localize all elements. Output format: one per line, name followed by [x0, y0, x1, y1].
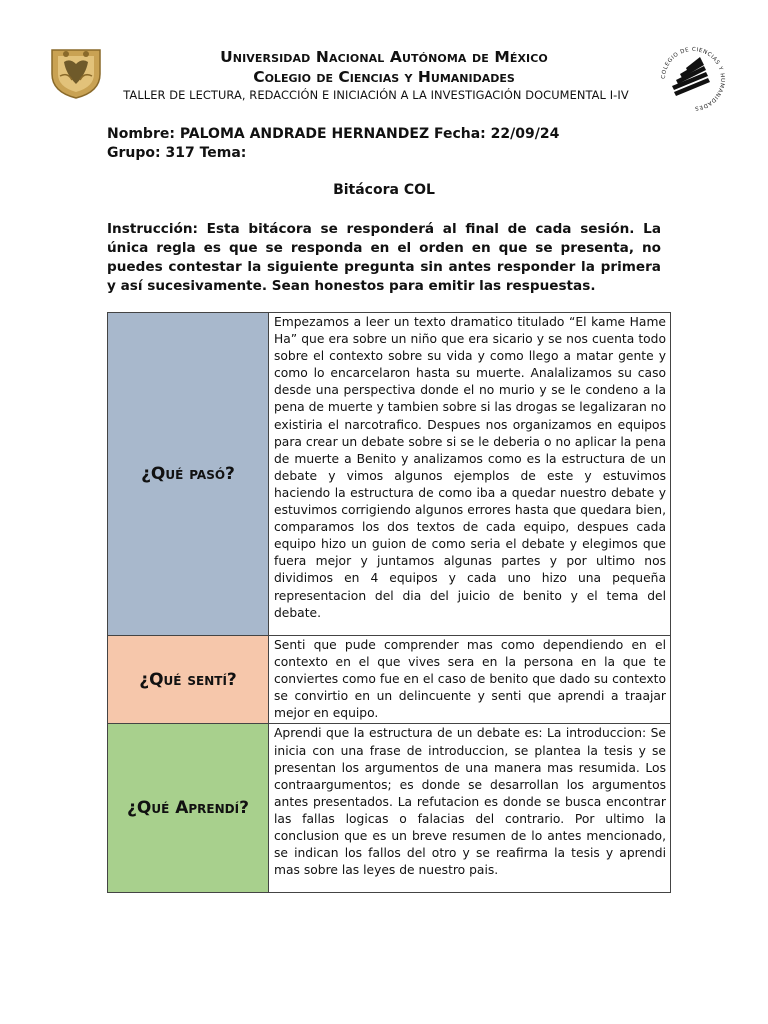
table-row	[108, 636, 671, 724]
student-name-date: Nombre: PALOMA ANDRADE HERNANDEZ Fecha: 22/09/24	[107, 126, 560, 142]
answer-what-learned: Aprendi que la estructura de un debate es: La introduccion: Se inicia con una frase de introduccion, se plantea la tesis y se presentan los argumentos de una manera mas resumida. Los contraargumentos; es donde se desarrollan los argumentos antes presentados. La refutacion es donde se busca encontrar las fallas logicas o falacias del contrario. Por ultimo la conclusion que es un breve resumen de lo antes mencionado, se indican los fallos del otro y se reafirma la tesis y aprendi mas sobre las leyes de nuestro pais.	[269, 724, 671, 893]
college-name: Colegio de Ciencias y Humanidades	[253, 68, 515, 86]
group-topic: Grupo: 317 Tema:	[107, 145, 247, 161]
question-what-happened: ¿Qué pasó?	[108, 313, 269, 636]
instruction-paragraph: Instrucción: Esta bitácora se responderá al final de cada sesión. La única regla es que se responda en el orden en que se presenta, no puedes contestar la siguiente pregunta sin antes responder la primera y así sucesivamente. Sean honestos para emitir las respuestas.	[107, 221, 661, 294]
question-what-learned: ¿Qué Aprendí?	[108, 724, 269, 893]
question-what-felt: ¿Qué sentí?	[108, 636, 269, 724]
course-name: TALLER DE LECTURA, REDACCIÓN E INICIACIÓN A LA INVESTIGACIÓN DOCUMENTAL I-IV	[123, 88, 629, 102]
svg-text:COLEGIO DE CIENCIAS Y HUMANIDA: COLEGIO DE CIENCIAS Y HUMANIDADES	[660, 46, 726, 112]
bitacora-table	[107, 312, 671, 893]
table-row	[108, 724, 671, 893]
table-row	[108, 313, 671, 636]
answer-what-felt: Senti que pude comprender mas como dependiendo en el contexto en el que vives sera en la persona en la que te conviertes como fue en el caso de benito que dado su contexto se convirtio en un delincuente y senti que aprendi a traajar mejor en equipo.	[269, 636, 671, 724]
document-title: Bitácora COL	[333, 182, 435, 198]
answer-what-happened: Empezamos a leer un texto dramatico titulado “El kame Hame Ha” que era sobre un niño que era sicario y se nos cuenta todo sobre el contexto sobre su vida y como llego a matar gente y como lo encarcelaron hasta su muerte. Analalizamos su caso desde una perspectiva donde el no murio y se le condeno a la pena de muerte y tambien sobre si las drogas se legalizaran no existiria el narcotrafico. Despues nos organizamos en equipos para crear un debate sobre si se le deberia o no aplicar la pena de muerte a Benito y analizamos como es la estructura de un debate y vimos algunos ejemplos de este y estuvimos haciendo la estructura de como iba a quedar nuestro debate y estuvimos corrigiendo algunos errores hasta que quedara bien, comparamos los dos textos de cada equipo, despues cada equipo hizo un guion de como seria el debate y elegimos que fuera mejor y juntamos algunas partes y por ultimo nos dividimos en 4 equipos y cada uno hizo una pequeña representacion del dia del juicio de benito y el tema del debate.	[269, 313, 671, 636]
university-name: Universidad Nacional Autónoma de México	[220, 48, 548, 66]
